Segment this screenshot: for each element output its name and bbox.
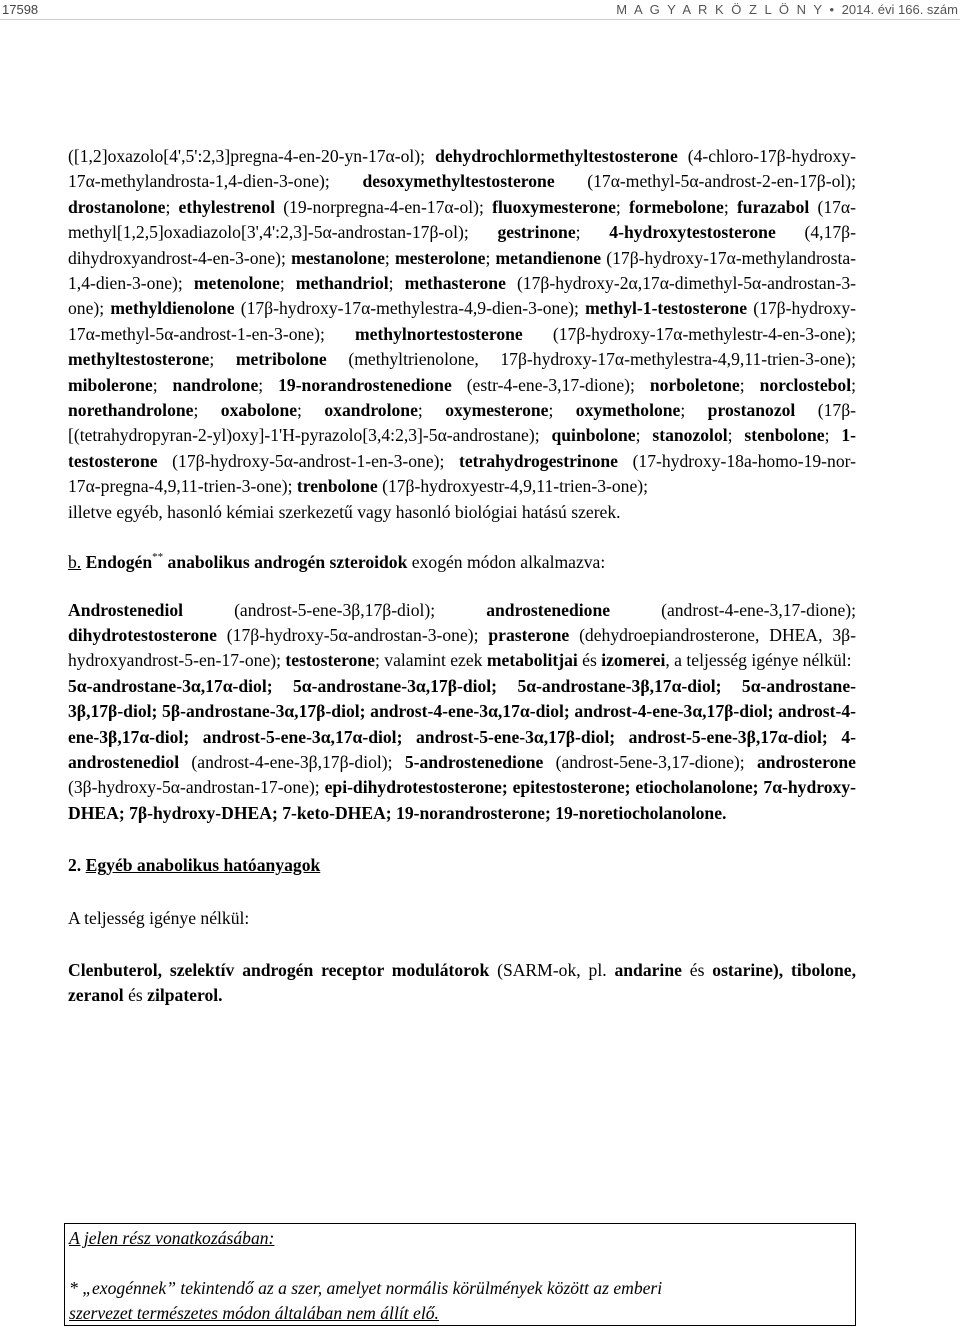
section-b-heading: b. Endogén** anabolikus androgén szteroidok exogén módon alkalmazva:: [68, 551, 606, 573]
section-2-heading: 2. Egyéb anabolikus hatóanyagok: [68, 855, 321, 876]
header-rule: [0, 19, 960, 20]
other-anabolic-agents: Clenbuterol, szelektív androgén receptor modulátorok (SARM-ok, pl. andarine és ostarine), tibolone, zeranol és zilpaterol.: [68, 959, 856, 1006]
definition-line-1: * „exogénnek” tekintendő az a szer, amelyet normális körülmények között az emberi: [69, 1278, 663, 1298]
definition-heading: A jelen rész vonatkozásában:: [69, 1228, 275, 1248]
running-header: [0, 0, 960, 18]
definition-line-2: szervezet természetes módon általában nem állít elő.: [69, 1303, 439, 1323]
endogenous-steroid-list: Androstenediol (androst-5-ene-3β,17β-diol); androstenedione (androst-4-ene-3,17-dione); dihydrotestosterone (17β-hydroxy-5α-androstan-3-one); prasterone (dehydroepiandrosterone, DHEA, 3β-hydroxyandrost-5-en-17-one); testosterone; valamint ezek metabolitjai és izomerei, a teljesség igénye nélkül: 5α-androstane-3α,17α-diol; 5α-androstane-3α,17β-diol; 5α-androstane-3β,17α-diol; 5α-androstane-3β,17β-diol; 5β-androstane-3α,17β-diol; androst-4-ene-3α,17α-diol; androst-4-ene-3α,17β-diol; androst-4-ene-3β,17α-diol; androst-5-ene-3α,17α-diol; androst-5-ene-3α,17β-diol; androst-5-ene-3β,17α-diol; 4-androstenediol (androst-4-ene-3β,17β-diol); 5-androstenedione (androst-5ene-3,17-dione); androsterone (3β-hydroxy-5α-androstan-17-one); epi-dihydrotestosterone; epitestosterone; etiocholanolone; 7α-hydroxy-DHEA; 7β-hydroxy-DHEA; 7-keto-DHEA; 19-norandrosterone; 19-noretiocholanolone.: [68, 599, 857, 823]
publication-name: M A G Y A R K Ö Z L Ö N Y: [616, 2, 824, 17]
section-2-intro: A teljesség igénye nélkül:: [68, 907, 250, 928]
publication-title: [616, 1, 958, 19]
issue-info: 2014. évi 166. szám: [841, 2, 958, 17]
header-separator: •: [829, 2, 837, 17]
footnote-marker: **: [152, 551, 164, 564]
closing-sentence: illetve egyéb, hasonló kémiai szerkezetű vagy hasonló biológiai hatású szerek.: [68, 501, 621, 522]
page-number: 17598: [2, 2, 39, 17]
substance-list-paragraph: ([1,2]oxazolo[4',5':2,3]pregna-4-en-20-yn-17α-ol); dehydrochlormethyltestosterone (4-chloro-17β-hydroxy-17α-methylandrosta-1,4-dien-3-one); desoxymethyltestosterone (17α-methyl-5α-androst-2-en-17β-ol); drostanolone; ethylestrenol (19-norpregna-4-en-17α-ol); fluoxymesterone; formebolone; furazabol (17α-methyl[1,2,5]oxadiazolo[3',4':2,3]-5α-androstan-17β-ol); gestrinone; 4-hydroxytestosterone (4,17β-dihydroxyandrost-4-en-3-one); mestanolone; mesterolone; metandienone (17β-hydroxy-17α-methylandrosta-1,4-dien-3-one); metenolone; methandriol; methasterone (17β-hydroxy-2α,17α-dimethyl-5α-androstan-3-one); methyldienolone (17β-hydroxy-17α-methylestra-4,9-dien-3-one); methyl-1-testosterone (17β-hydroxy-17α-methyl-5α-androst-1-en-3-one); methylnortestosterone (17β-hydroxy-17α-methylestr-4-en-3-one); methyltestosterone; metribolone (methyltrienolone, 17β-hydroxy-17α-methylestra-4,9,11-trien-3-one); mibolerone; nandrolone; 19-norandrostenedione (estr-4-ene-3,17-dione); norboletone; norclostebol; norethandrolone; oxabolone; oxandrolone; oxymesterone; oxymetholone; prostanozol (17β-[(tetrahydropyran-2-yl)oxy]-1'H-pyrazolo[3,4:2,3]-5α-androstane); quinbolone; stanozolol; stenbolone; 1-testosterone (17β-hydroxy-5α-androst-1-en-3-one); tetrahydrogestrinone (17-hydroxy-18a-homo-19-nor-17α-pregna-4,9,11-trien-3-one); trenbolone (17β-hydroxyestr-4,9,11-trien-3-one);: [68, 146, 857, 497]
document-body: [68, 144, 856, 1009]
definition-box: [64, 1223, 856, 1326]
